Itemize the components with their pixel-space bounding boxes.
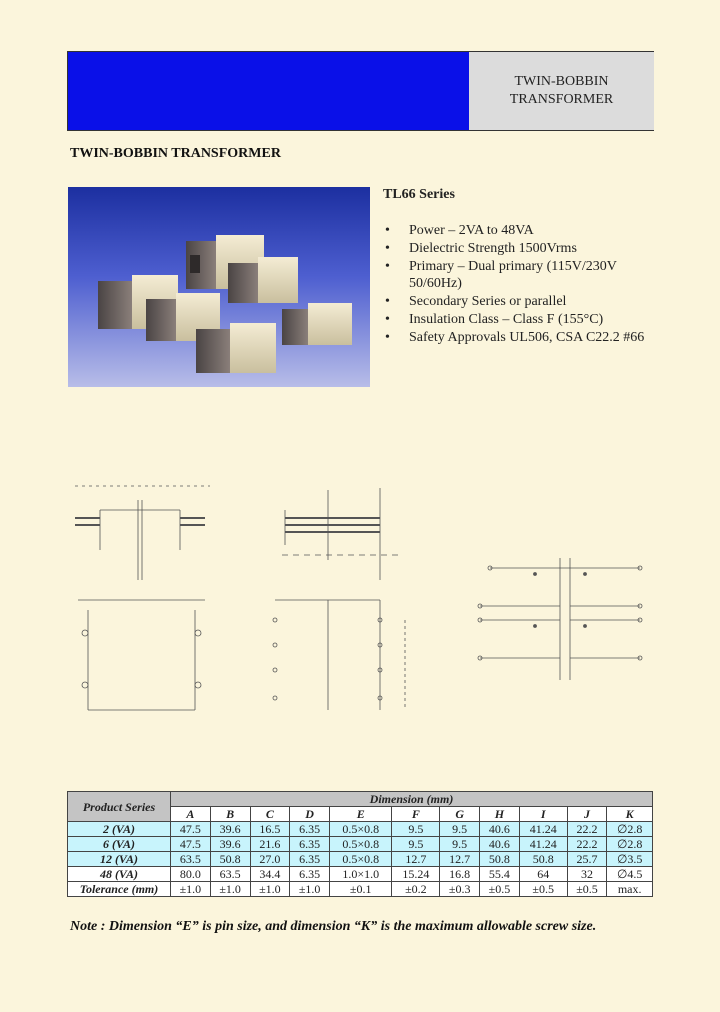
table-cell: ±0.5 bbox=[567, 882, 607, 897]
table-cell: 22.2 bbox=[567, 837, 607, 852]
table-cell: ±1.0 bbox=[171, 882, 211, 897]
table-cell: 25.7 bbox=[567, 852, 607, 867]
feature-item bbox=[383, 222, 663, 239]
column-header: K bbox=[607, 807, 653, 822]
dimension-header: Dimension (mm) bbox=[171, 792, 653, 807]
table-cell: ±0.3 bbox=[440, 882, 480, 897]
row-label: 48 (VA) bbox=[68, 867, 171, 882]
table-cell: 6.35 bbox=[290, 822, 330, 837]
table-cell: 40.6 bbox=[480, 837, 520, 852]
table-cell: 50.8 bbox=[519, 852, 567, 867]
table-cell: ∅4.5 bbox=[607, 867, 653, 882]
table-row bbox=[68, 822, 653, 837]
feature-item bbox=[383, 293, 663, 310]
table-cell: 47.5 bbox=[171, 837, 211, 852]
feature-text: Safety Approvals UL506, CSA C22.2 #66 bbox=[409, 330, 645, 345]
series-title: TL66 Series bbox=[383, 187, 455, 202]
table-cell: ±1.0 bbox=[210, 882, 250, 897]
section-title: TWIN-BOBBIN TRANSFORMER bbox=[70, 146, 281, 161]
table-cell: 1.0×1.0 bbox=[330, 867, 392, 882]
table-cell: 12.7 bbox=[440, 852, 480, 867]
table-cell: 9.5 bbox=[440, 837, 480, 852]
table-cell: 50.8 bbox=[480, 852, 520, 867]
table-cell: 6.35 bbox=[290, 852, 330, 867]
table-cell: 9.5 bbox=[440, 822, 480, 837]
table-cell: ∅2.8 bbox=[607, 837, 653, 852]
row-label: 12 (VA) bbox=[68, 852, 171, 867]
row-label: 6 (VA) bbox=[68, 837, 171, 852]
table-cell: 39.6 bbox=[210, 837, 250, 852]
product-photo bbox=[68, 187, 370, 387]
feature-item bbox=[383, 258, 663, 292]
table-cell: 12.7 bbox=[392, 852, 440, 867]
table-cell: 50.8 bbox=[210, 852, 250, 867]
column-header: D bbox=[290, 807, 330, 822]
column-header: I bbox=[519, 807, 567, 822]
table-cell: 41.24 bbox=[519, 822, 567, 837]
dimension-drawings bbox=[60, 470, 660, 730]
table-row bbox=[68, 867, 653, 882]
table-cell: 22.2 bbox=[567, 822, 607, 837]
table-cell: ±0.2 bbox=[392, 882, 440, 897]
feature-text: Dielectric Strength 1500Vrms bbox=[409, 241, 577, 256]
table-cell: ±0.5 bbox=[480, 882, 520, 897]
column-header: A bbox=[171, 807, 211, 822]
table-cell: ±1.0 bbox=[250, 882, 290, 897]
bullet-icon: • bbox=[385, 223, 390, 238]
column-header: E bbox=[330, 807, 392, 822]
table-cell: 6.35 bbox=[290, 867, 330, 882]
table-row bbox=[68, 852, 653, 867]
bullet-icon: • bbox=[385, 312, 390, 327]
header-title-line1: TWIN-BOBBIN bbox=[514, 74, 609, 89]
table-body bbox=[68, 822, 653, 897]
table-cell: 32 bbox=[567, 867, 607, 882]
table-cell: 55.4 bbox=[480, 867, 520, 882]
table-cell: 0.5×0.8 bbox=[330, 822, 392, 837]
column-header: H bbox=[480, 807, 520, 822]
dimension-table bbox=[67, 791, 653, 897]
bullet-icon: • bbox=[385, 294, 390, 309]
feature-text: Power – 2VA to 48VA bbox=[409, 223, 534, 238]
front-view-drawing bbox=[75, 486, 210, 710]
row-label: Tolerance (mm) bbox=[68, 882, 171, 897]
column-header: C bbox=[250, 807, 290, 822]
table-cell: 63.5 bbox=[210, 867, 250, 882]
feature-text: Secondary Series or parallel bbox=[409, 294, 567, 309]
note-text: Note : Dimension “E” is pin size, and dimension “K” is the maximum allowable screw size. bbox=[70, 919, 597, 934]
table-cell: 0.5×0.8 bbox=[330, 837, 392, 852]
table-cell: 15.24 bbox=[392, 867, 440, 882]
table-cell: 16.8 bbox=[440, 867, 480, 882]
header-title-box bbox=[469, 51, 654, 131]
feature-item bbox=[383, 329, 663, 346]
table-cell: 0.5×0.8 bbox=[330, 852, 392, 867]
column-header: J bbox=[567, 807, 607, 822]
row-label: 2 (VA) bbox=[68, 822, 171, 837]
table-cell: 16.5 bbox=[250, 822, 290, 837]
bullet-icon: • bbox=[385, 259, 390, 274]
table-cell: 6.35 bbox=[290, 837, 330, 852]
feature-list bbox=[383, 222, 663, 347]
table-row bbox=[68, 837, 653, 852]
product-series-header: Product Series bbox=[68, 792, 171, 822]
table-cell: 39.6 bbox=[210, 822, 250, 837]
column-header: F bbox=[392, 807, 440, 822]
column-header: B bbox=[210, 807, 250, 822]
table-cell: 27.0 bbox=[250, 852, 290, 867]
side-view-drawing bbox=[273, 488, 405, 710]
table-cell: 47.5 bbox=[171, 822, 211, 837]
feature-text: Primary – Dual primary (115V/230V 50/60Hz) bbox=[409, 259, 617, 291]
schematic-drawing bbox=[478, 558, 642, 680]
table-cell: 64 bbox=[519, 867, 567, 882]
table-cell: 9.5 bbox=[392, 822, 440, 837]
header-title-line2: TRANSFORMER bbox=[509, 92, 614, 107]
bullet-icon: • bbox=[385, 241, 390, 256]
table-cell: ±1.0 bbox=[290, 882, 330, 897]
table-header-row bbox=[68, 792, 653, 807]
table-cell: ∅3.5 bbox=[607, 852, 653, 867]
table-cell: 63.5 bbox=[171, 852, 211, 867]
table-cell: 40.6 bbox=[480, 822, 520, 837]
table-row bbox=[68, 882, 653, 897]
feature-text: Insulation Class – Class F (155°C) bbox=[409, 312, 604, 327]
table-cell: 21.6 bbox=[250, 837, 290, 852]
table-cell: ∅2.8 bbox=[607, 822, 653, 837]
bullet-icon: • bbox=[385, 330, 390, 345]
table-cell: 9.5 bbox=[392, 837, 440, 852]
table-cell: 34.4 bbox=[250, 867, 290, 882]
table-cell: ±0.1 bbox=[330, 882, 392, 897]
column-header: G bbox=[440, 807, 480, 822]
table-cell: 80.0 bbox=[171, 867, 211, 882]
feature-item bbox=[383, 240, 663, 257]
table-cell: 41.24 bbox=[519, 837, 567, 852]
header-banner bbox=[67, 51, 470, 131]
table-cell: max. bbox=[607, 882, 653, 897]
feature-item bbox=[383, 311, 663, 328]
table-cell: ±0.5 bbox=[519, 882, 567, 897]
